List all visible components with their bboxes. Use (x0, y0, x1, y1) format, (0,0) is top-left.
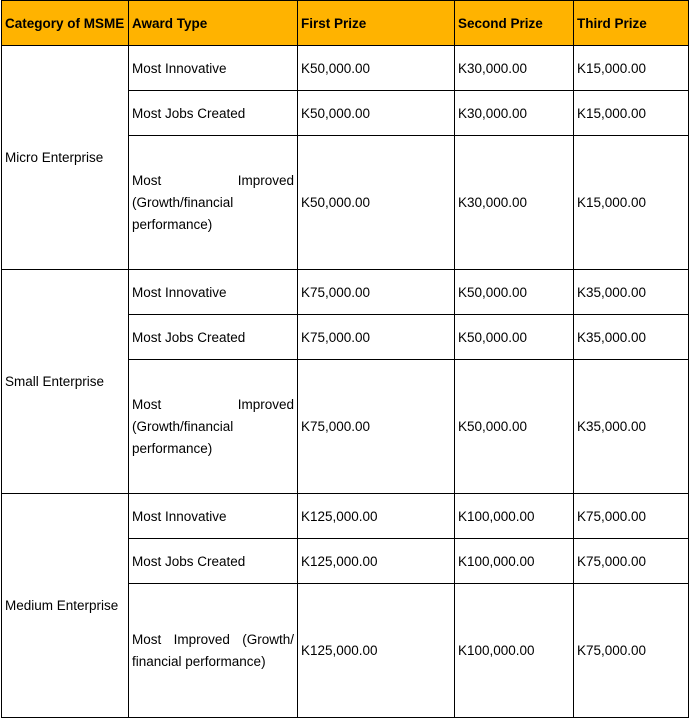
third-prize-cell: K75,000.00 (574, 539, 689, 584)
award-word: Improved (237, 396, 294, 412)
award-line (132, 629, 294, 651)
first-prize-cell: K125,000.00 (298, 494, 455, 539)
first-prize-cell: K50,000.00 (298, 46, 455, 91)
award-cell: Most Jobs Created (129, 539, 298, 584)
first-prize-cell: K50,000.00 (298, 136, 455, 270)
second-prize-cell: K50,000.00 (455, 315, 574, 360)
header-award-type: Award Type (129, 1, 298, 46)
header-second-prize: Second Prize (455, 1, 574, 46)
category-cell: Medium Enterprise (2, 494, 129, 718)
award-cell: Most Innovative (129, 494, 298, 539)
award-cell: Most Innovative (129, 270, 298, 315)
category-cell: Small Enterprise (2, 270, 129, 494)
first-prize-cell: K75,000.00 (298, 360, 455, 494)
first-prize-cell: K50,000.00 (298, 91, 455, 136)
award-line: financial performance) (132, 653, 266, 669)
header-third-prize: Third Prize (574, 1, 689, 46)
table-row (2, 494, 689, 539)
second-prize-cell: K100,000.00 (455, 539, 574, 584)
category-cell: Micro Enterprise (2, 46, 129, 270)
second-prize-cell: K100,000.00 (455, 584, 574, 718)
third-prize-cell: K75,000.00 (574, 584, 689, 718)
awards-table (1, 0, 689, 718)
award-line: performance) (132, 440, 213, 456)
second-prize-cell: K30,000.00 (455, 136, 574, 270)
third-prize-cell: K15,000.00 (574, 136, 689, 270)
award-line: (Growth/financial (132, 194, 234, 210)
award-line (132, 394, 294, 416)
award-cell (129, 360, 298, 494)
second-prize-cell: K30,000.00 (455, 91, 574, 136)
award-cell: Most Jobs Created (129, 91, 298, 136)
second-prize-cell: K50,000.00 (455, 270, 574, 315)
table-row (2, 46, 689, 91)
third-prize-cell: K75,000.00 (574, 494, 689, 539)
award-cell: Most Jobs Created (129, 315, 298, 360)
first-prize-cell: K75,000.00 (298, 315, 455, 360)
second-prize-cell: K30,000.00 (455, 46, 574, 91)
award-cell (129, 136, 298, 270)
award-word: (Growth/ (242, 631, 294, 647)
table-row (2, 270, 689, 315)
header-row (2, 1, 689, 46)
award-word: Most (132, 396, 162, 412)
award-line (132, 170, 294, 192)
third-prize-cell: K15,000.00 (574, 91, 689, 136)
award-word: Most (132, 631, 162, 647)
award-word: Most (132, 172, 162, 188)
second-prize-cell: K50,000.00 (455, 360, 574, 494)
award-word: Improved (237, 172, 294, 188)
award-cell: Most Innovative (129, 46, 298, 91)
third-prize-cell: K35,000.00 (574, 315, 689, 360)
header-first-prize: First Prize (298, 1, 455, 46)
first-prize-cell: K75,000.00 (298, 270, 455, 315)
third-prize-cell: K35,000.00 (574, 270, 689, 315)
third-prize-cell: K15,000.00 (574, 46, 689, 91)
third-prize-cell: K35,000.00 (574, 360, 689, 494)
first-prize-cell: K125,000.00 (298, 584, 455, 718)
second-prize-cell: K100,000.00 (455, 494, 574, 539)
first-prize-cell: K125,000.00 (298, 539, 455, 584)
award-word: Improved (173, 631, 230, 647)
award-cell (129, 584, 298, 718)
header-category: Category of MSME (2, 1, 129, 46)
award-line: performance) (132, 216, 213, 232)
award-line: (Growth/financial (132, 418, 234, 434)
